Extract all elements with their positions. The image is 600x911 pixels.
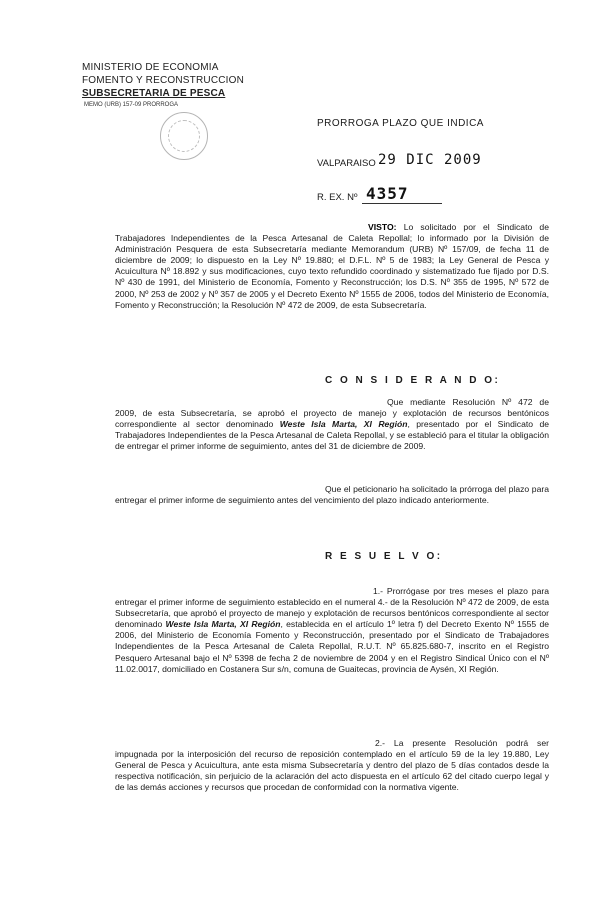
resolution-number-field [362, 184, 442, 204]
visto-label: VISTO: [368, 222, 397, 232]
resolution-label: R. EX. Nº [317, 192, 358, 203]
resuelvo-paragraph-1: 1.- Prorrógase por tres meses el plazo para entregar el primer informe de seguimiento establecido en el numeral 4.- de la Resolución Nº 472 de 2009, de esta Subsecretaría, que aprobó el proyecto de manejo y explotación de recursos bentónicos correspondiente al sector denominado Weste Isla Marta, XI Región, establecida en el artículo 1º letra f) del Decreto Exento Nº 1555 de 2006, del Ministerio de Economía Fomento y Reconstrucción, presentado por el Sindicato de Trabajadores Independientes de la Pesca Artesanal de Caleta Repollal, R.U.T. Nº 65.825.680-7, inscrito en el Registro Pesquero Artesanal bajo el Nº 5398 de fecha 2 de noviembre de 2004 y en el Registro Sindical Único con el Nº 11.02.0017, domiciliado en Costanera Sur s/n, comuna de Guaitecas, provincia de Aysén, XI Región. [115, 586, 550, 674]
sector-name-emphasis: Weste Isla Marta, XI Región [279, 419, 408, 430]
ministry-name: MINISTERIO DE ECONOMIA [82, 62, 219, 73]
visto-text: Lo solicitado por el Sindicato de Trabajadores Independientes de la Pesca Artesanal de Caleta Repollal; lo informado por la División de Administración Pesquera de esta Subsecretaría mediante Memorandum (URB) Nº 157/09, de fecha 11 de diciembre de 2009; lo dispuesto en la Ley Nº 19.880; el D.F.L. Nº 5 de 1983; la Ley General de Pesca y Acuicultura Nº 18.892 y sus modificaciones, cuyo texto refundido coordinado y sistematizado fue fijado por D.S. Nº 430 de 1991, del Ministerio de Economía, Fomento y Reconstrucción; los D.S. Nº 355 de 1995, Nº 572 de 2000, Nº 253 de 2002 y Nº 357 de 2005 y el Decreto Exento Nº 1555 de 2006, todos del Ministerio de Economía, Fomento y Reconstrucción; la Resolución Nº 472 de 2009, de esta Subsecretaría. [115, 222, 549, 310]
date-stamp: 29 DIC 2009 [378, 152, 482, 168]
subsecretaria-name: SUBSECRETARIA DE PESCA [82, 88, 226, 99]
official-seal-stamp [160, 112, 208, 160]
resolution-number: 4357 [366, 184, 409, 203]
ministry-subtitle: FOMENTO Y RECONSTRUCCION [82, 75, 245, 86]
resuelvo-paragraph-2: 2.- La presente Resolución podrá ser impugnada por la interposición del recurso de reposición contemplado en el artículo 59 de la ley 19.880, Ley General de Pesca y Acuicultura, ante esta misma Subsecretaría y dentro del plazo de 5 días contados desde la respectiva notificación, sin perjuicio de la aclaración del acto dispuesta en el artículo 62 del citado cuerpo legal y de las demás acciones y recursos que procedan de conformidad con la normativa vigente. [115, 738, 549, 793]
resuelvo-heading: R E S U E L V O: [325, 551, 443, 562]
visto-paragraph [115, 222, 549, 311]
considerando-paragraph-2: Que el peticionario ha solicitado la prórroga del plazo para entregar el primer informe de seguimiento antes del vencimiento del plazo indicado anteriormente. [115, 484, 549, 506]
considerando-paragraph-1: Que mediante Resolución Nº 472 de 2009, de esta Subsecretaría, se aprobó el proyecto de manejo y explotación de recursos bentónicos correspondiente al sector denominado Weste Isla Marta, XI Región, presentado por el Sindicato de Trabajadores Independientes de la Pesca Artesanal de Caleta Repollal, y se estableció para el titular la obligación de entregar el primer informe de seguimiento, antes del 31 de diciembre de 2009. [115, 397, 549, 452]
place-label: VALPARAISO [317, 158, 376, 169]
document-title: PRORROGA PLAZO QUE INDICA [317, 118, 484, 129]
sector-name-emphasis-2: Weste Isla Marta, XI Región [165, 619, 281, 630]
memo-reference: MEMO (URB) 157-09 PRORROGA [84, 102, 179, 108]
considerando-heading: C O N S I D E R A N D O: [325, 375, 501, 386]
